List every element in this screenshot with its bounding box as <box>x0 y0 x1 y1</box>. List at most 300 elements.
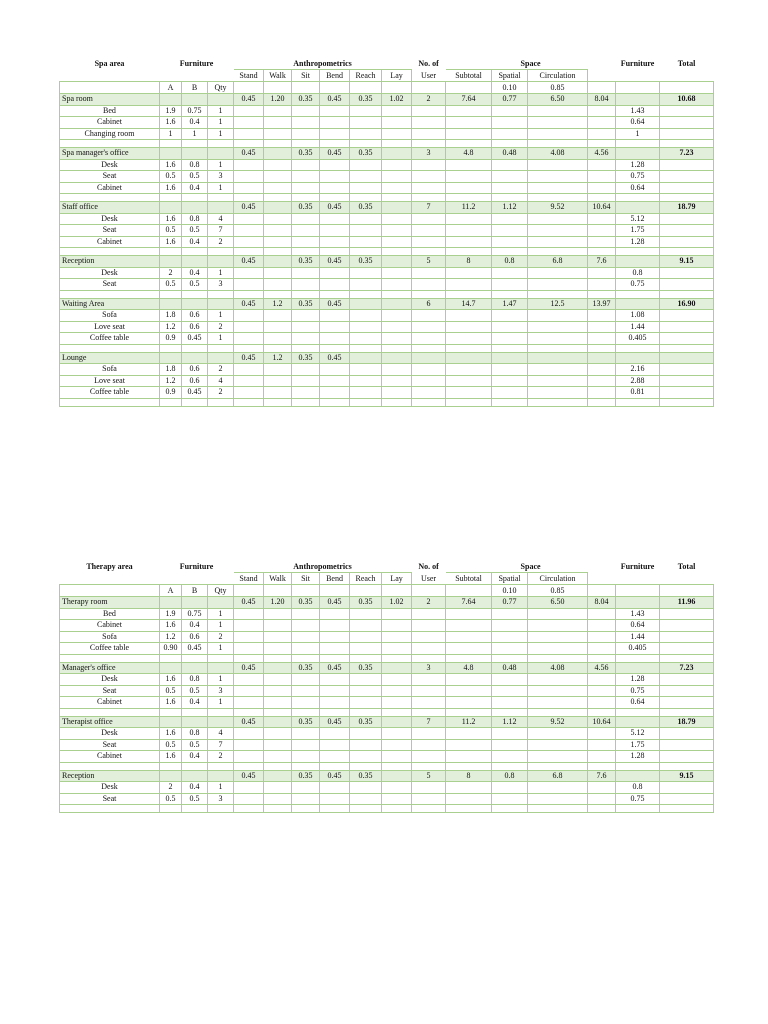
item-a: 0.5 <box>160 171 182 183</box>
sit-value: 0.35 <box>292 202 320 214</box>
lay-header: Lay <box>382 70 412 82</box>
item-name: Seat <box>60 739 160 751</box>
item-row <box>60 279 714 291</box>
item-name: Cabinet <box>60 236 160 248</box>
sit-value: 0.35 <box>292 94 320 106</box>
subtotal-value: 7.64 <box>446 94 492 106</box>
spacer-row <box>60 762 714 770</box>
item-row <box>60 697 714 709</box>
col-a-header: A <box>160 82 182 94</box>
item-name: Seat <box>60 225 160 237</box>
no-of-user-header: No. of <box>418 562 439 571</box>
item-name: Seat <box>60 171 160 183</box>
item-b: 0.6 <box>182 631 208 643</box>
spatial-value: 1.12 <box>492 716 528 728</box>
total-value <box>660 352 714 364</box>
item-qty: 2 <box>208 631 234 643</box>
item-b: 1 <box>182 128 208 140</box>
spacer-row <box>60 708 714 716</box>
walk-value <box>264 202 292 214</box>
circulation-value: 4.08 <box>528 148 588 160</box>
lay-value <box>382 256 412 268</box>
space-value: 7.6 <box>588 256 616 268</box>
item-row <box>60 321 714 333</box>
spacer-row <box>60 805 714 813</box>
furniture-value <box>616 716 660 728</box>
subtotal-header: Subtotal <box>446 573 492 585</box>
item-name: Coffee table <box>60 333 160 345</box>
item-name: Coffee table <box>60 643 160 655</box>
lay-value <box>382 662 412 674</box>
space-value: 7.6 <box>588 770 616 782</box>
sit-value: 0.35 <box>292 597 320 609</box>
section-row <box>60 716 714 728</box>
stand-value: 0.45 <box>234 202 264 214</box>
item-furniture: 1.28 <box>616 236 660 248</box>
reach-header: Reach <box>350 70 382 82</box>
item-a: 1.6 <box>160 751 182 763</box>
item-qty: 4 <box>208 375 234 387</box>
spatial-value: 1.47 <box>492 298 528 310</box>
section-name: Staff office <box>60 202 160 214</box>
item-qty: 1 <box>208 674 234 686</box>
space-value: 8.04 <box>588 597 616 609</box>
spatial-header: Spatial <box>492 70 528 82</box>
item-b: 0.4 <box>182 117 208 129</box>
area-label: Therapy area <box>86 562 133 571</box>
bend-header: Bend <box>320 573 350 585</box>
item-b: 0.8 <box>182 728 208 740</box>
subtotal-value: 4.8 <box>446 662 492 674</box>
stand-value: 0.45 <box>234 770 264 782</box>
item-qty: 1 <box>208 159 234 171</box>
users-value: 2 <box>412 597 446 609</box>
walk-value: 1.20 <box>264 597 292 609</box>
item-a: 1.6 <box>160 182 182 194</box>
section-name: Waiting Area <box>60 298 160 310</box>
item-a: 0.5 <box>160 279 182 291</box>
item-b: 0.75 <box>182 105 208 117</box>
circulation-value <box>528 352 588 364</box>
section-name: Spa room <box>60 94 160 106</box>
subtotal-value: 8 <box>446 256 492 268</box>
item-furniture: 1.43 <box>616 608 660 620</box>
subtotal-value: 11.2 <box>446 716 492 728</box>
total-value: 18.79 <box>660 716 714 728</box>
item-qty: 2 <box>208 364 234 376</box>
item-qty: 7 <box>208 225 234 237</box>
sit-value: 0.35 <box>292 298 320 310</box>
bend-value: 0.45 <box>320 298 350 310</box>
circulation-value: 9.52 <box>528 202 588 214</box>
item-b: 0.5 <box>182 171 208 183</box>
item-name: Cabinet <box>60 697 160 709</box>
item-name: Cabinet <box>60 182 160 194</box>
stand-header: Stand <box>234 573 264 585</box>
item-b: 0.5 <box>182 685 208 697</box>
lay-value: 1.02 <box>382 597 412 609</box>
item-b: 0.6 <box>182 321 208 333</box>
bend-value: 0.45 <box>320 94 350 106</box>
sit-header: Sit <box>292 573 320 585</box>
item-a: 2 <box>160 782 182 794</box>
item-name: Sofa <box>60 310 160 322</box>
walk-value: 1.20 <box>264 94 292 106</box>
item-a: 1.2 <box>160 321 182 333</box>
sit-value: 0.35 <box>292 716 320 728</box>
sit-value: 0.35 <box>292 256 320 268</box>
users-value: 7 <box>412 202 446 214</box>
item-row <box>60 375 714 387</box>
stand-value: 0.45 <box>234 148 264 160</box>
item-a: 1.6 <box>160 728 182 740</box>
item-furniture: 1.28 <box>616 159 660 171</box>
item-b: 0.5 <box>182 739 208 751</box>
item-name: Cabinet <box>60 117 160 129</box>
col-b-header: B <box>182 82 208 94</box>
col-b-header: B <box>182 585 208 597</box>
spatial-value <box>492 352 528 364</box>
furniture-value <box>616 352 660 364</box>
reach-value: 0.35 <box>350 597 382 609</box>
section-name: Lounge <box>60 352 160 364</box>
section-row <box>60 202 714 214</box>
furniture-total-header: Furniture <box>620 562 655 571</box>
item-qty: 1 <box>208 182 234 194</box>
item-furniture: 2.16 <box>616 364 660 376</box>
therapy-area-table <box>59 561 714 813</box>
circulation-header: Circulation <box>528 70 588 82</box>
stand-value: 0.45 <box>234 716 264 728</box>
item-row <box>60 387 714 399</box>
bend-value: 0.45 <box>320 716 350 728</box>
item-a: 0.90 <box>160 643 182 655</box>
item-furniture: 0.75 <box>616 171 660 183</box>
circulation-value: 6.8 <box>528 770 588 782</box>
users-value: 3 <box>412 148 446 160</box>
item-name: Cabinet <box>60 620 160 632</box>
users-value: 3 <box>412 662 446 674</box>
circulation-pct: 0.85 <box>528 82 588 94</box>
total-value: 7.23 <box>660 148 714 160</box>
section-row <box>60 662 714 674</box>
circulation-value: 9.52 <box>528 716 588 728</box>
section-row <box>60 298 714 310</box>
item-a: 1.6 <box>160 697 182 709</box>
item-b: 0.5 <box>182 225 208 237</box>
item-row <box>60 364 714 376</box>
bend-value: 0.45 <box>320 770 350 782</box>
item-qty: 1 <box>208 620 234 632</box>
user-header: User <box>412 70 446 82</box>
item-name: Desk <box>60 213 160 225</box>
item-furniture: 1.75 <box>616 225 660 237</box>
lay-value <box>382 352 412 364</box>
user-header: User <box>412 573 446 585</box>
total-value: 11.96 <box>660 597 714 609</box>
item-a: 0.5 <box>160 225 182 237</box>
lay-value <box>382 202 412 214</box>
item-a: 0.9 <box>160 333 182 345</box>
furniture-header: Furniture <box>179 562 214 571</box>
walk-value <box>264 716 292 728</box>
space-value: 10.64 <box>588 716 616 728</box>
col-qty-header: Qty <box>208 82 234 94</box>
section-row <box>60 148 714 160</box>
spacer-row <box>60 290 714 298</box>
item-row <box>60 128 714 140</box>
spa-area-body <box>60 94 714 407</box>
item-row <box>60 620 714 632</box>
item-name: Desk <box>60 159 160 171</box>
item-qty: 4 <box>208 728 234 740</box>
item-furniture: 1.44 <box>616 631 660 643</box>
spatial-value: 0.48 <box>492 662 528 674</box>
furniture-value <box>616 298 660 310</box>
item-row <box>60 105 714 117</box>
item-b: 0.4 <box>182 697 208 709</box>
item-name: Desk <box>60 782 160 794</box>
item-b: 0.8 <box>182 213 208 225</box>
item-b: 0.4 <box>182 751 208 763</box>
section-row <box>60 597 714 609</box>
item-qty: 1 <box>208 128 234 140</box>
space-value <box>588 352 616 364</box>
item-furniture: 1.08 <box>616 310 660 322</box>
anthropometrics-header: Anthropometrics <box>293 59 352 68</box>
item-b: 0.6 <box>182 375 208 387</box>
item-qty: 1 <box>208 267 234 279</box>
item-furniture: 0.405 <box>616 333 660 345</box>
spatial-value: 0.8 <box>492 256 528 268</box>
stand-value: 0.45 <box>234 298 264 310</box>
space-value: 13.97 <box>588 298 616 310</box>
item-b: 0.5 <box>182 279 208 291</box>
item-a: 1.6 <box>160 159 182 171</box>
lay-value: 1.02 <box>382 94 412 106</box>
total-value: 18.79 <box>660 202 714 214</box>
section-name: Manager's office <box>60 662 160 674</box>
item-a: 1 <box>160 128 182 140</box>
item-row <box>60 685 714 697</box>
item-row <box>60 159 714 171</box>
item-furniture: 0.75 <box>616 279 660 291</box>
item-row <box>60 782 714 794</box>
item-row <box>60 608 714 620</box>
item-name: Desk <box>60 674 160 686</box>
item-furniture: 1.28 <box>616 751 660 763</box>
furniture-value <box>616 662 660 674</box>
item-row <box>60 225 714 237</box>
total-value: 16.90 <box>660 298 714 310</box>
item-b: 0.75 <box>182 608 208 620</box>
spatial-pct: 0.10 <box>492 82 528 94</box>
item-name: Love seat <box>60 321 160 333</box>
item-name: Bed <box>60 105 160 117</box>
total-value: 9.15 <box>660 770 714 782</box>
item-a: 1.2 <box>160 375 182 387</box>
reach-value: 0.35 <box>350 716 382 728</box>
stand-header: Stand <box>234 70 264 82</box>
item-furniture: 5.12 <box>616 728 660 740</box>
item-row <box>60 236 714 248</box>
bend-value: 0.45 <box>320 597 350 609</box>
item-name: Cabinet <box>60 751 160 763</box>
item-a: 0.5 <box>160 739 182 751</box>
item-a: 1.6 <box>160 213 182 225</box>
item-qty: 1 <box>208 608 234 620</box>
subtotal-value <box>446 352 492 364</box>
total-header: Total <box>677 59 696 68</box>
total-header: Total <box>677 562 696 571</box>
subtotal-value: 7.64 <box>446 597 492 609</box>
item-b: 0.4 <box>182 782 208 794</box>
item-qty: 1 <box>208 333 234 345</box>
furniture-total-header: Furniture <box>620 59 655 68</box>
walk-value <box>264 662 292 674</box>
item-furniture: 1.75 <box>616 739 660 751</box>
total-value: 10.68 <box>660 94 714 106</box>
stand-value: 0.45 <box>234 256 264 268</box>
item-name: Sofa <box>60 631 160 643</box>
item-name: Love seat <box>60 375 160 387</box>
users-value <box>412 352 446 364</box>
item-qty: 1 <box>208 117 234 129</box>
item-a: 1.8 <box>160 364 182 376</box>
area-label: Spa area <box>94 59 125 68</box>
section-row <box>60 94 714 106</box>
item-row <box>60 213 714 225</box>
reach-value: 0.35 <box>350 94 382 106</box>
item-b: 0.45 <box>182 333 208 345</box>
item-a: 1.6 <box>160 674 182 686</box>
subtotal-value: 8 <box>446 770 492 782</box>
item-qty: 1 <box>208 310 234 322</box>
item-a: 0.9 <box>160 387 182 399</box>
item-a: 0.5 <box>160 685 182 697</box>
lay-value <box>382 716 412 728</box>
item-row <box>60 333 714 345</box>
item-qty: 1 <box>208 697 234 709</box>
circulation-header: Circulation <box>528 573 588 585</box>
furniture-header: Furniture <box>179 59 214 68</box>
item-furniture: 0.64 <box>616 182 660 194</box>
subtotal-header: Subtotal <box>446 70 492 82</box>
space-value: 4.56 <box>588 662 616 674</box>
item-row <box>60 267 714 279</box>
reach-value: 0.35 <box>350 148 382 160</box>
spatial-value: 1.12 <box>492 202 528 214</box>
item-furniture: 0.64 <box>616 697 660 709</box>
section-name: Therapist office <box>60 716 160 728</box>
item-name: Bed <box>60 608 160 620</box>
spacer-row <box>60 398 714 406</box>
item-b: 0.45 <box>182 387 208 399</box>
spatial-value: 0.48 <box>492 148 528 160</box>
item-a: 1.9 <box>160 105 182 117</box>
item-qty: 1 <box>208 643 234 655</box>
item-furniture: 0.75 <box>616 685 660 697</box>
item-b: 0.4 <box>182 267 208 279</box>
item-furniture: 0.75 <box>616 793 660 805</box>
item-name: Coffee table <box>60 387 160 399</box>
item-furniture: 1.44 <box>616 321 660 333</box>
item-qty: 3 <box>208 279 234 291</box>
item-name: Changing room <box>60 128 160 140</box>
item-row <box>60 739 714 751</box>
item-name: Seat <box>60 685 160 697</box>
item-qty: 2 <box>208 236 234 248</box>
spatial-value: 0.77 <box>492 94 528 106</box>
spa-area-table <box>59 58 714 407</box>
item-row <box>60 728 714 740</box>
bend-value: 0.45 <box>320 662 350 674</box>
col-a-header: A <box>160 585 182 597</box>
item-qty: 2 <box>208 321 234 333</box>
total-value: 9.15 <box>660 256 714 268</box>
section-row <box>60 256 714 268</box>
total-value: 7.23 <box>660 662 714 674</box>
item-name: Seat <box>60 793 160 805</box>
reach-value <box>350 352 382 364</box>
circulation-value: 12.5 <box>528 298 588 310</box>
users-value: 2 <box>412 94 446 106</box>
item-furniture: 1 <box>616 128 660 140</box>
spatial-header: Spatial <box>492 573 528 585</box>
anthropometrics-header: Anthropometrics <box>293 562 352 571</box>
furniture-value <box>616 94 660 106</box>
bend-value: 0.45 <box>320 256 350 268</box>
space-header: Space <box>520 59 541 68</box>
users-value: 5 <box>412 256 446 268</box>
item-furniture: 1.28 <box>616 674 660 686</box>
spacer-row <box>60 248 714 256</box>
walk-value <box>264 256 292 268</box>
item-row <box>60 310 714 322</box>
circulation-value: 6.8 <box>528 256 588 268</box>
users-value: 7 <box>412 716 446 728</box>
circulation-pct: 0.85 <box>528 585 588 597</box>
bend-value: 0.45 <box>320 202 350 214</box>
item-name: Desk <box>60 728 160 740</box>
item-a: 1.2 <box>160 631 182 643</box>
item-b: 0.8 <box>182 159 208 171</box>
item-furniture: 0.405 <box>616 643 660 655</box>
item-furniture: 0.64 <box>616 117 660 129</box>
section-name: Therapy room <box>60 597 160 609</box>
sit-value: 0.35 <box>292 352 320 364</box>
space-value: 4.56 <box>588 148 616 160</box>
users-value: 5 <box>412 770 446 782</box>
section-name: Reception <box>60 256 160 268</box>
subtotal-value: 14.7 <box>446 298 492 310</box>
item-furniture: 1.43 <box>616 105 660 117</box>
users-value: 6 <box>412 298 446 310</box>
bend-header: Bend <box>320 70 350 82</box>
item-a: 1.6 <box>160 117 182 129</box>
furniture-value <box>616 202 660 214</box>
spacer-row <box>60 344 714 352</box>
spatial-pct: 0.10 <box>492 585 528 597</box>
sit-value: 0.35 <box>292 662 320 674</box>
spatial-value: 0.77 <box>492 597 528 609</box>
item-a: 1.6 <box>160 236 182 248</box>
section-name: Reception <box>60 770 160 782</box>
item-row <box>60 793 714 805</box>
item-b: 0.4 <box>182 236 208 248</box>
item-furniture: 2.88 <box>616 375 660 387</box>
item-row <box>60 643 714 655</box>
